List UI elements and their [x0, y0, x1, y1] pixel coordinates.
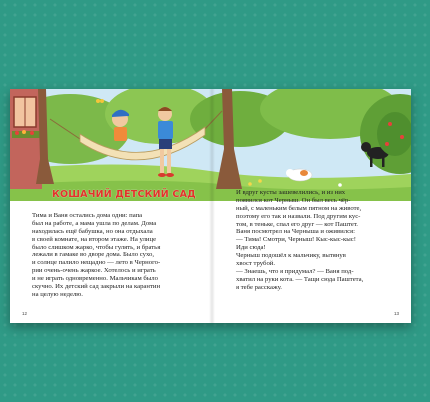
text-line: — Знаешь, что я придумал? — Ваня под- [236, 267, 354, 275]
left-page-text [32, 212, 160, 299]
text-line: Черныш подошёл к мальчику, вытянув [236, 252, 346, 260]
book-spread [10, 89, 411, 323]
text-line: на целую неделю. [32, 290, 83, 298]
text-line: лежали в гамаке во дворе дома. Было сухо, [32, 251, 155, 259]
text-line: поэтому его так и назвали. Под другим кус- [236, 212, 361, 220]
text-line: Тима и Ваня остались дома одни: папа [32, 212, 143, 219]
text-line: и не играть одновременно. Мальчикам было [32, 275, 158, 283]
page-number-right: 13 [394, 311, 400, 316]
text-line: было слишком жарко, чтобы гулять, и братья [32, 243, 161, 251]
text-line: хвост трубой. [236, 260, 276, 268]
text-line: хватил на руки кота. — Тащи сюда Паштета, [236, 275, 364, 283]
text-line: я тебе расскажу. [236, 283, 282, 291]
text-line: — Тима! Смотри, Черныш! Кыс-кыс-кыс! [236, 236, 356, 244]
right-page-text [236, 189, 363, 292]
text-line: скучно. Их детский сад закрыли на карантин [32, 283, 161, 291]
text-line: был на работе, а мама ушла по делам. Дома [32, 219, 157, 227]
story-title: КОШАЧИЙ ДЕТСКИЙ САД [52, 189, 196, 200]
text-line: том, в теньке, спал его друг — кот Паштет. [236, 220, 358, 228]
text-line: находилась ещё бабушка, но она отдыхала [32, 227, 153, 235]
text-line: Ваня посмотрел на Черныша и оживился: [236, 228, 355, 236]
text-line: И вдруг кусты зашевелились, и из них [236, 189, 346, 196]
book-gutter [209, 89, 215, 323]
text-line: в своей комнате, на втором этаже. На улице [32, 235, 157, 243]
text-line: появился кот Черныш. Он был весь чёр- [236, 196, 351, 204]
page-number-left: 12 [22, 311, 28, 316]
text-line: Иди сюда! [236, 244, 266, 252]
text-line: и солнце палило нещадно — лето в Черного- [32, 259, 161, 267]
text-line: ный, с маленьким белым пятном на животе, [236, 204, 362, 212]
text-line: рии очень-очень жаркое. Хотелось и играть [32, 267, 156, 275]
